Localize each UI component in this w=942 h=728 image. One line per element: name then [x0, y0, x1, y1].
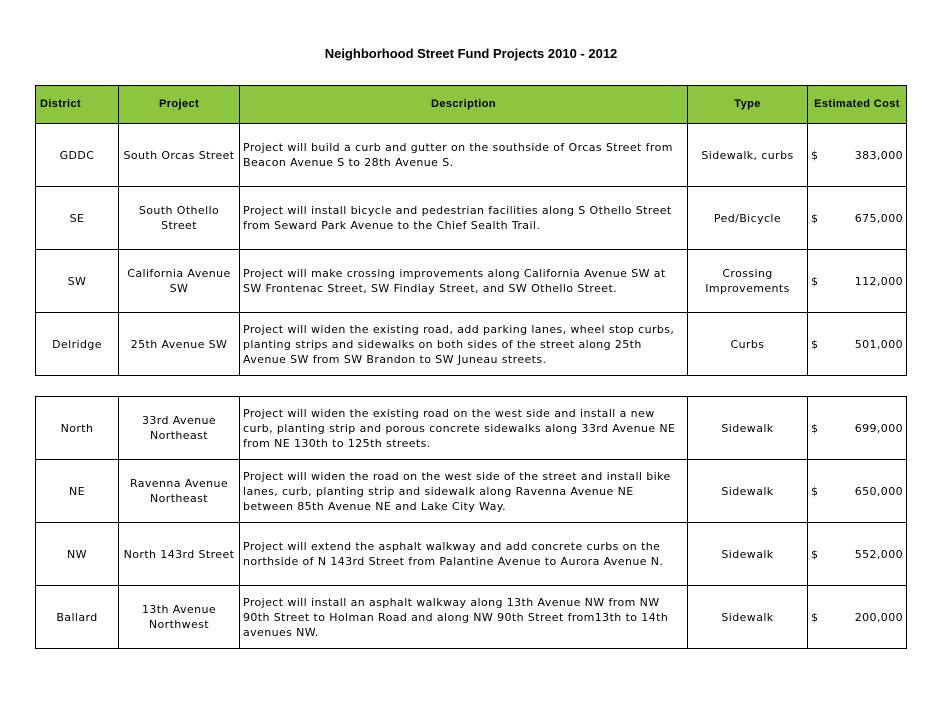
district-cell: North — [36, 397, 119, 460]
cost-value: 552,000 — [854, 547, 903, 561]
column-header-type: Type — [688, 86, 808, 124]
column-header-project: Project — [119, 86, 240, 124]
currency-symbol: $ — [811, 610, 819, 624]
cost-cell — [808, 313, 907, 376]
cost-value: 112,000 — [854, 274, 903, 288]
currency-symbol: $ — [811, 421, 819, 435]
column-header-description: Description — [240, 86, 688, 124]
cost-cell — [808, 586, 907, 649]
description-cell: Project will widen the existing road, add parking lanes, wheel stop curbs, planting strips and sidewalks on both sides of the street along 25th Avenue SW from SW Brandon to SW Juneau streets. — [240, 313, 688, 376]
description-cell: Project will widen the existing road on the west side and install a new curb, planting strip and porous concrete sidewalks along 33rd Avenue NE from NE 130th to 125th streets. — [240, 397, 688, 460]
cost-cell — [808, 523, 907, 586]
currency-symbol: $ — [811, 148, 819, 162]
district-cell: Delridge — [36, 313, 119, 376]
cost-cell — [808, 250, 907, 313]
column-header-estimated-cost: Estimated Cost — [808, 86, 907, 124]
cost-cell — [808, 187, 907, 250]
project-cell: South Orcas Street — [119, 124, 240, 187]
currency-symbol: $ — [811, 211, 819, 225]
currency-symbol: $ — [811, 274, 819, 288]
project-cell: North 143rd Street — [119, 523, 240, 586]
cost-value: 650,000 — [854, 484, 903, 498]
currency-symbol: $ — [811, 337, 819, 351]
district-cell: NW — [36, 523, 119, 586]
district-cell: Ballard — [36, 586, 119, 649]
cost-cell — [808, 397, 907, 460]
table-row — [36, 523, 907, 586]
cost-value: 200,000 — [854, 610, 903, 624]
type-cell: Crossing Improvements — [688, 250, 808, 313]
header-row — [36, 86, 907, 124]
type-cell: Sidewalk — [688, 586, 808, 649]
project-cell: 13th Avenue Northwest — [119, 586, 240, 649]
description-cell: Project will widen the road on the west side of the street and install bike lanes, curb, planting strip and sidewalk along Ravenna Avenue NE between 85th Avenue NE and Lake City Way. — [240, 460, 688, 523]
description-cell: Project will make crossing improvements along California Avenue SW at SW Frontenac Street, SW Findlay Street, and SW Othello Street. — [240, 250, 688, 313]
type-cell: Ped/Bicycle — [688, 187, 808, 250]
type-cell: Curbs — [688, 313, 808, 376]
description-cell: Project will install an asphalt walkway along 13th Avenue NW from NW 90th Street to Holman Road and along NW 90th Street from13th to 14th avenues NW. — [240, 586, 688, 649]
cost-value: 383,000 — [854, 148, 903, 162]
cost-value: 675,000 — [854, 211, 903, 225]
district-cell: SW — [36, 250, 119, 313]
table-row — [36, 586, 907, 649]
projects-table-top — [35, 85, 907, 376]
description-cell: Project will install bicycle and pedestrian facilities along S Othello Street from Seward Park Avenue to the Chief Sealth Trail. — [240, 187, 688, 250]
project-cell: 25th Avenue SW — [119, 313, 240, 376]
type-cell: Sidewalk — [688, 397, 808, 460]
type-cell: Sidewalk — [688, 523, 808, 586]
projects-table-bottom — [35, 396, 907, 649]
cost-cell — [808, 460, 907, 523]
project-cell: 33rd Avenue Northeast — [119, 397, 240, 460]
table-row — [36, 460, 907, 523]
table-row — [36, 313, 907, 376]
district-cell: SE — [36, 187, 119, 250]
project-cell: California Avenue SW — [119, 250, 240, 313]
table-row — [36, 124, 907, 187]
type-cell: Sidewalk — [688, 460, 808, 523]
project-cell: South Othello Street — [119, 187, 240, 250]
currency-symbol: $ — [811, 547, 819, 561]
currency-symbol: $ — [811, 484, 819, 498]
cost-value: 501,000 — [854, 337, 903, 351]
table-row — [36, 250, 907, 313]
cost-cell — [808, 124, 907, 187]
district-cell: GDDC — [36, 124, 119, 187]
column-header-district: District — [36, 86, 119, 124]
page-title: Neighborhood Street Fund Projects 2010 - 2012 — [324, 46, 618, 61]
description-cell: Project will extend the asphalt walkway and add concrete curbs on the northside of N 143rd Street from Palantine Avenue to Aurora Avenue N. — [240, 523, 688, 586]
cost-value: 699,000 — [854, 421, 903, 435]
project-cell: Ravenna Avenue Northeast — [119, 460, 240, 523]
table-row — [36, 397, 907, 460]
district-cell: NE — [36, 460, 119, 523]
table-row — [36, 187, 907, 250]
type-cell: Sidewalk, curbs — [688, 124, 808, 187]
description-cell: Project will build a curb and gutter on the southside of Orcas Street from Beacon Avenue S to 28th Avenue S. — [240, 124, 688, 187]
